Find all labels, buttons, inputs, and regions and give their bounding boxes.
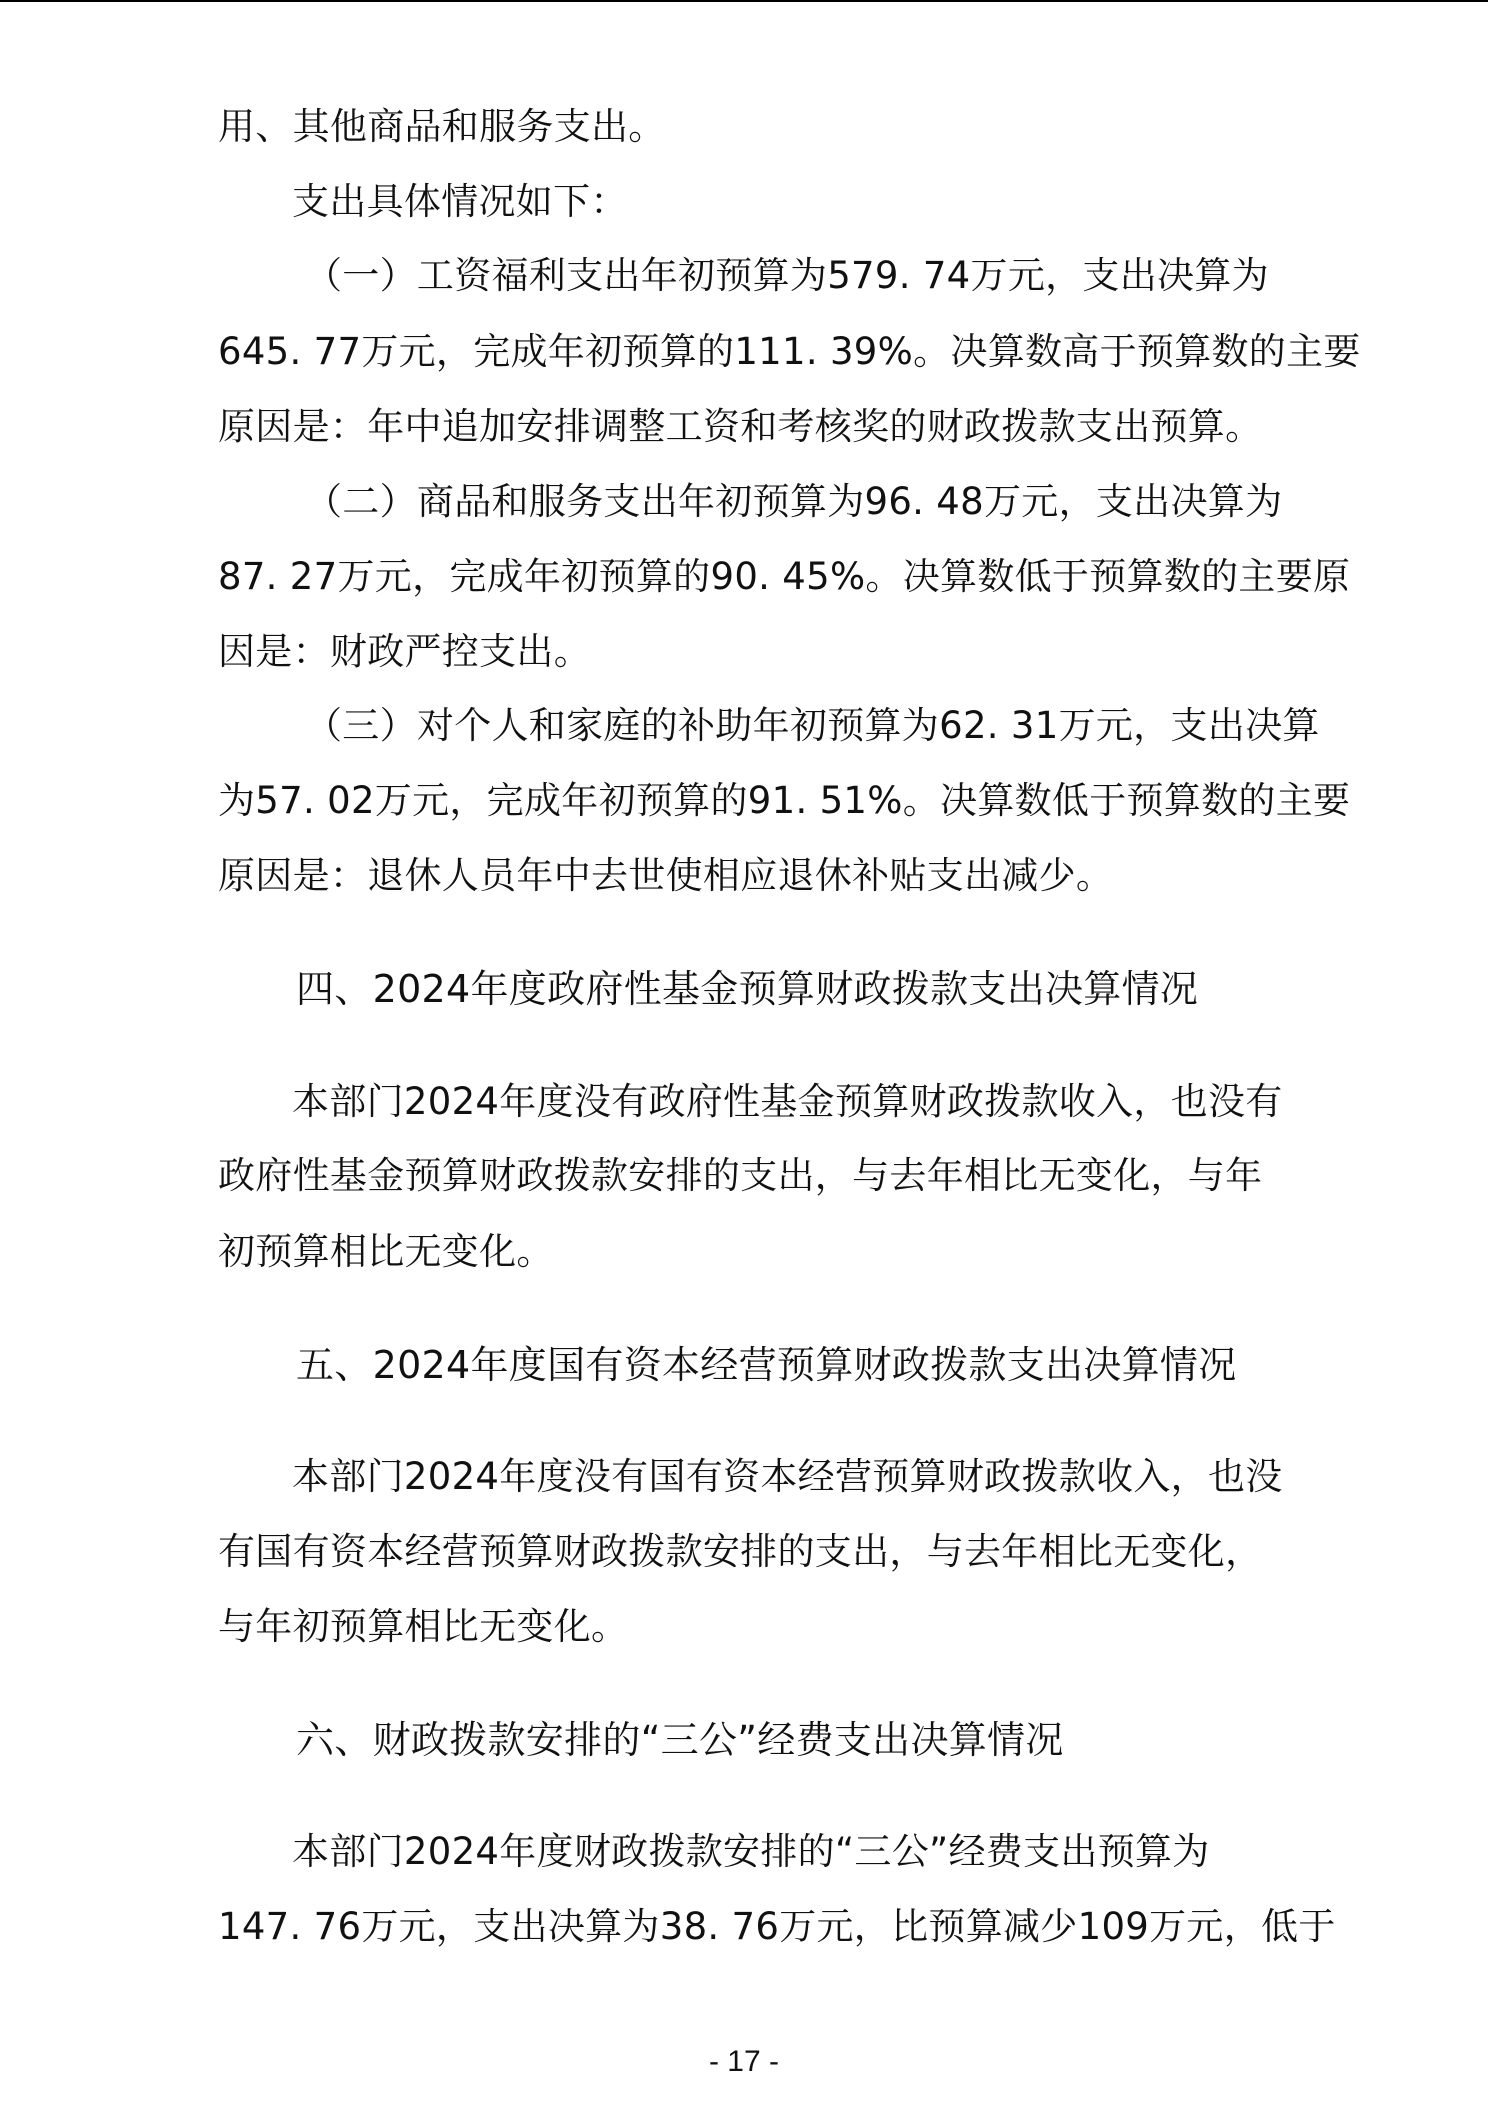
- text-line: 本部门2024年度财政拨款安排的“三公”经费支出预算为: [292, 1830, 1210, 1873]
- text-line: 用、其他商品和服务支出。: [218, 105, 666, 148]
- text-line: 有国有资本经营预算财政拨款安排的支出，与去年相比无变化，: [218, 1530, 1263, 1573]
- section-heading: 五、2024年度国有资本经营预算财政拨款支出决算情况: [296, 1343, 1237, 1387]
- text-line: （三）对个人和家庭的补助年初预算为62. 31万元，支出决算: [305, 704, 1320, 747]
- text-line: 政府性基金预算财政拨款安排的支出，与去年相比无变化，与年: [218, 1154, 1263, 1197]
- text-line: 147. 76万元，支出决算为38. 76万元，比预算减少109万元，低于: [218, 1905, 1336, 1948]
- text-line: 为57. 02万元，完成年初预算的91. 51%。决算数低于预算数的主要: [218, 779, 1351, 822]
- top-border: [0, 0, 1488, 2]
- text-line: 因是：财政严控支出。: [218, 630, 591, 673]
- text-line: 本部门2024年度没有政府性基金预算财政拨款收入，也没有: [292, 1080, 1283, 1123]
- text-line: （一）工资福利支出年初预算为579. 74万元，支出决算为: [305, 254, 1269, 297]
- page-number: - 17 -: [708, 2045, 780, 2078]
- text-line: 原因是：年中追加安排调整工资和考核奖的财政拨款支出预算。: [218, 405, 1263, 448]
- text-line: 645. 77万元，完成年初预算的111. 39%。决算数高于预算数的主要: [218, 330, 1361, 373]
- section-heading: 四、2024年度政府性基金预算财政拨款支出决算情况: [296, 967, 1199, 1011]
- text-line: 初预算相比无变化。: [218, 1230, 554, 1273]
- text-line: 原因是：退休人员年中去世使相应退休补贴支出减少。: [218, 854, 1114, 897]
- text-line: 支出具体情况如下：: [292, 180, 628, 223]
- text-line: 87. 27万元，完成年初预算的90. 45%。决算数低于预算数的主要原: [218, 555, 1351, 598]
- text-line: （二）商品和服务支出年初预算为96. 48万元，支出决算为: [305, 480, 1283, 523]
- text-line: 与年初预算相比无变化。: [218, 1605, 629, 1648]
- text-line: 本部门2024年度没有国有资本经营预算财政拨款收入，也没: [292, 1455, 1283, 1498]
- section-heading: 六、财政拨款安排的“三公”经费支出决算情况: [296, 1718, 1064, 1762]
